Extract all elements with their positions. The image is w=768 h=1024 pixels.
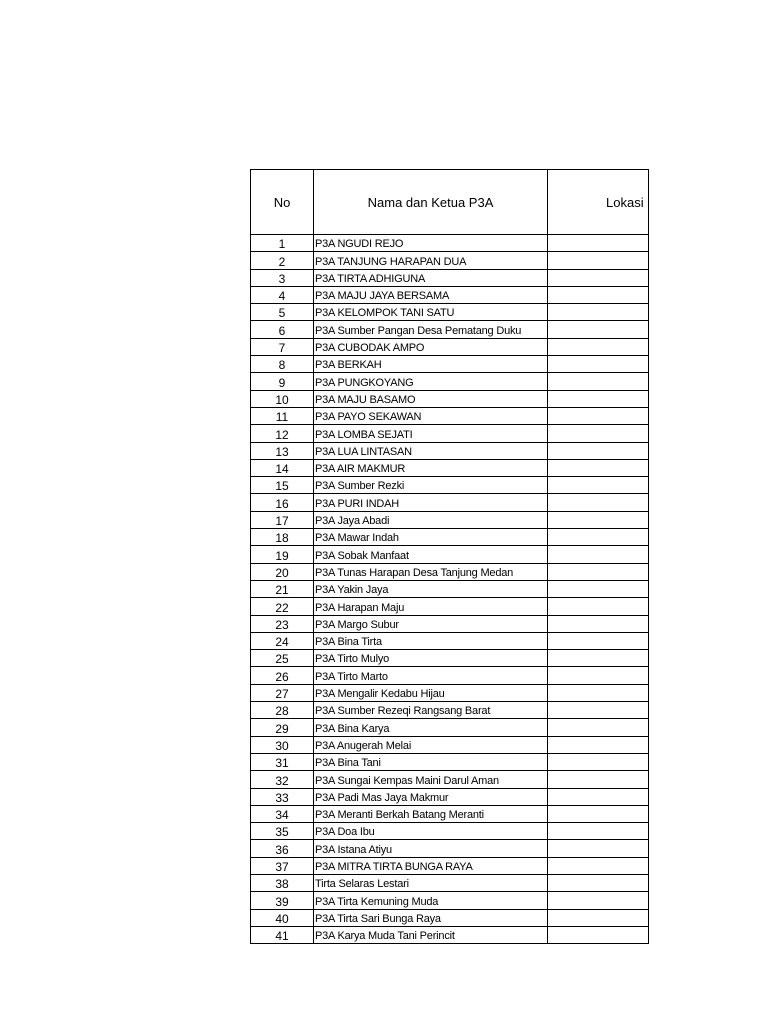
row-lokasi <box>548 563 649 580</box>
row-number: 12 <box>251 425 314 442</box>
table-row <box>251 252 649 269</box>
row-nama: P3A Harapan Maju <box>314 598 548 615</box>
table-row <box>251 892 649 909</box>
header-nama: Nama dan Ketua P3A <box>314 170 548 235</box>
row-nama: P3A TANJUNG HARAPAN DUA <box>314 252 548 269</box>
row-lokasi <box>548 857 649 874</box>
row-lokasi <box>548 632 649 649</box>
table-row <box>251 269 649 286</box>
row-nama: P3A Istana Atiyu <box>314 840 548 857</box>
row-lokasi <box>548 753 649 770</box>
row-number: 21 <box>251 580 314 597</box>
row-number: 3 <box>251 269 314 286</box>
table-row <box>251 407 649 424</box>
row-number: 32 <box>251 771 314 788</box>
row-lokasi <box>548 909 649 926</box>
header-no: No <box>251 170 314 235</box>
row-number: 31 <box>251 753 314 770</box>
row-lokasi <box>548 511 649 528</box>
row-lokasi <box>548 719 649 736</box>
row-lokasi <box>548 926 649 943</box>
row-number: 17 <box>251 511 314 528</box>
row-lokasi <box>548 892 649 909</box>
row-number: 24 <box>251 632 314 649</box>
row-nama: P3A Sumber Pangan Desa Pematang Duku <box>314 321 548 338</box>
row-nama: P3A MAJU BASAMO <box>314 390 548 407</box>
row-nama: Tirta Selaras Lestari <box>314 874 548 891</box>
table-row <box>251 805 649 822</box>
table-row <box>251 615 649 632</box>
row-nama: P3A Tirta Sari Bunga Raya <box>314 909 548 926</box>
table-row <box>251 667 649 684</box>
row-lokasi <box>548 805 649 822</box>
table-row <box>251 926 649 943</box>
row-number: 38 <box>251 874 314 891</box>
row-number: 36 <box>251 840 314 857</box>
table-row <box>251 580 649 597</box>
table-row <box>251 788 649 805</box>
row-lokasi <box>548 442 649 459</box>
row-nama: P3A Meranti Berkah Batang Meranti <box>314 805 548 822</box>
row-number: 34 <box>251 805 314 822</box>
table-row <box>251 736 649 753</box>
table-row <box>251 529 649 546</box>
row-number: 9 <box>251 373 314 390</box>
row-lokasi <box>548 702 649 719</box>
row-number: 25 <box>251 650 314 667</box>
table-row <box>251 632 649 649</box>
row-lokasi <box>548 667 649 684</box>
row-lokasi <box>548 684 649 701</box>
table-row <box>251 650 649 667</box>
row-number: 6 <box>251 321 314 338</box>
row-nama: P3A PUNGKOYANG <box>314 373 548 390</box>
row-nama: P3A Bina Karya <box>314 719 548 736</box>
row-number: 11 <box>251 407 314 424</box>
row-nama: P3A Bina Tani <box>314 753 548 770</box>
row-lokasi <box>548 477 649 494</box>
row-lokasi <box>548 840 649 857</box>
row-nama: P3A Jaya Abadi <box>314 511 548 528</box>
row-nama: P3A Sobak Manfaat <box>314 546 548 563</box>
table-row <box>251 356 649 373</box>
row-nama: P3A Margo Subur <box>314 615 548 632</box>
row-lokasi <box>548 425 649 442</box>
header-row <box>251 170 649 235</box>
table-row <box>251 442 649 459</box>
row-number: 20 <box>251 563 314 580</box>
row-number: 30 <box>251 736 314 753</box>
row-nama: P3A BERKAH <box>314 356 548 373</box>
row-nama: P3A Tirta Kemuning Muda <box>314 892 548 909</box>
row-number: 27 <box>251 684 314 701</box>
row-lokasi <box>548 580 649 597</box>
table-row <box>251 459 649 476</box>
row-nama: P3A Anugerah Melai <box>314 736 548 753</box>
table-row <box>251 823 649 840</box>
table-row <box>251 321 649 338</box>
row-lokasi <box>548 304 649 321</box>
header-lokasi: Lokasi <box>548 170 649 235</box>
row-number: 26 <box>251 667 314 684</box>
table-row <box>251 373 649 390</box>
row-lokasi <box>548 356 649 373</box>
row-number: 22 <box>251 598 314 615</box>
row-lokasi <box>548 788 649 805</box>
row-lokasi <box>548 615 649 632</box>
row-number: 4 <box>251 286 314 303</box>
row-number: 15 <box>251 477 314 494</box>
table-row <box>251 598 649 615</box>
p3a-table <box>250 169 649 944</box>
row-nama: P3A Sumber Rezki <box>314 477 548 494</box>
row-nama: P3A Yakin Jaya <box>314 580 548 597</box>
row-nama: P3A Mengalir Kedabu Hijau <box>314 684 548 701</box>
row-number: 5 <box>251 304 314 321</box>
table-row <box>251 702 649 719</box>
row-lokasi <box>548 529 649 546</box>
row-nama: P3A NGUDI REJO <box>314 235 548 252</box>
row-nama: P3A CUBODAK AMPO <box>314 338 548 355</box>
row-number: 13 <box>251 442 314 459</box>
table-row <box>251 304 649 321</box>
row-nama: P3A Tirto Mulyo <box>314 650 548 667</box>
row-lokasi <box>548 235 649 252</box>
row-number: 39 <box>251 892 314 909</box>
p3a-table-sheet <box>250 169 648 944</box>
row-lokasi <box>548 338 649 355</box>
row-number: 7 <box>251 338 314 355</box>
table-row <box>251 511 649 528</box>
table-body <box>251 235 649 944</box>
row-number: 33 <box>251 788 314 805</box>
row-lokasi <box>548 390 649 407</box>
table-row <box>251 857 649 874</box>
row-lokasi <box>548 736 649 753</box>
row-nama: P3A Karya Muda Tani Perincit <box>314 926 548 943</box>
table-row <box>251 546 649 563</box>
row-number: 14 <box>251 459 314 476</box>
row-number: 2 <box>251 252 314 269</box>
table-row <box>251 494 649 511</box>
row-nama: P3A MITRA TIRTA BUNGA RAYA <box>314 857 548 874</box>
row-nama: P3A TIRTA ADHIGUNA <box>314 269 548 286</box>
row-number: 23 <box>251 615 314 632</box>
row-lokasi <box>548 494 649 511</box>
row-number: 8 <box>251 356 314 373</box>
row-lokasi <box>548 321 649 338</box>
row-nama: P3A LOMBA SEJATI <box>314 425 548 442</box>
table-row <box>251 909 649 926</box>
row-lokasi <box>548 373 649 390</box>
row-nama: P3A Tunas Harapan Desa Tanjung Medan <box>314 563 548 580</box>
table-row <box>251 390 649 407</box>
row-lokasi <box>548 286 649 303</box>
row-number: 19 <box>251 546 314 563</box>
row-lokasi <box>548 252 649 269</box>
row-lokasi <box>548 546 649 563</box>
row-number: 18 <box>251 529 314 546</box>
table-row <box>251 338 649 355</box>
row-lokasi <box>548 874 649 891</box>
row-lokasi <box>548 598 649 615</box>
row-number: 16 <box>251 494 314 511</box>
row-lokasi <box>548 269 649 286</box>
row-lokasi <box>548 823 649 840</box>
table-row <box>251 771 649 788</box>
row-nama: P3A Bina Tirta <box>314 632 548 649</box>
row-nama: P3A Tirto Marto <box>314 667 548 684</box>
row-nama: P3A MAJU JAYA BERSAMA <box>314 286 548 303</box>
row-lokasi <box>548 650 649 667</box>
table-row <box>251 563 649 580</box>
table-row <box>251 840 649 857</box>
row-nama: P3A PURI INDAH <box>314 494 548 511</box>
row-lokasi <box>548 407 649 424</box>
table-row <box>251 286 649 303</box>
table-row <box>251 684 649 701</box>
row-number: 1 <box>251 235 314 252</box>
row-number: 29 <box>251 719 314 736</box>
row-nama: P3A Padi Mas Jaya Makmur <box>314 788 548 805</box>
row-nama: P3A LUA LINTASAN <box>314 442 548 459</box>
row-nama: P3A AIR MAKMUR <box>314 459 548 476</box>
row-number: 37 <box>251 857 314 874</box>
table-row <box>251 874 649 891</box>
row-nama: P3A Doa Ibu <box>314 823 548 840</box>
table-row <box>251 753 649 770</box>
row-lokasi <box>548 771 649 788</box>
row-nama: P3A Mawar Indah <box>314 529 548 546</box>
row-number: 28 <box>251 702 314 719</box>
row-number: 40 <box>251 909 314 926</box>
row-lokasi <box>548 459 649 476</box>
table-row <box>251 235 649 252</box>
table-row <box>251 719 649 736</box>
row-number: 41 <box>251 926 314 943</box>
row-nama: P3A PAYO SEKAWAN <box>314 407 548 424</box>
row-nama: P3A KELOMPOK TANI SATU <box>314 304 548 321</box>
table-row <box>251 477 649 494</box>
row-nama: P3A Sumber Rezeqi Rangsang Barat <box>314 702 548 719</box>
row-number: 10 <box>251 390 314 407</box>
row-nama: P3A Sungai Kempas Maini Darul Aman <box>314 771 548 788</box>
table-row <box>251 425 649 442</box>
row-number: 35 <box>251 823 314 840</box>
